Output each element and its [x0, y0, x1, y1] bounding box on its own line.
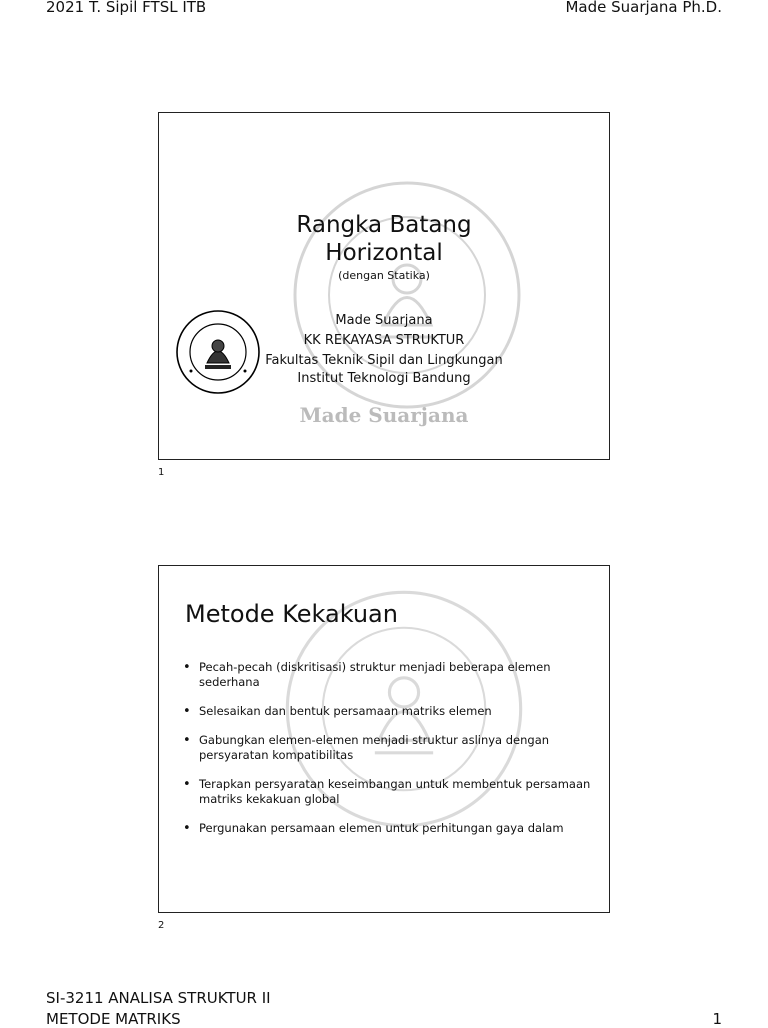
slide-1-title-line2: Horizontal [325, 240, 443, 266]
slide-1-group: KK REKAYASA STRUKTUR [303, 333, 465, 348]
bullet-item: • Gabungkan elemen-elemen menjadi struktur aslinya dengan persyaratan kompatibilitas [183, 733, 593, 763]
footer-page-number: 1 [712, 1010, 722, 1028]
bullet-item: • Pergunakan persamaan elemen untuk perhitungan gaya dalam [183, 821, 593, 836]
slide-2-title: Metode Kekakuan [185, 600, 398, 628]
page-header-right: Made Suarjana Ph.D. [565, 0, 722, 16]
slide-1-title-line1: Rangka Batang [296, 212, 472, 238]
slide-1-subtitle: (dengan Statika) [338, 269, 430, 282]
footer-course-line2: METODE MATRIKS [46, 1010, 181, 1028]
slide-1-faculty: Fakultas Teknik Sipil dan Lingkungan [265, 353, 503, 368]
slide-1-author: Made Suarjana [335, 313, 433, 328]
bullet-item: • Pecah-pecah (diskritisasi) struktur menjadi beberapa elemen sederhana [183, 660, 593, 690]
slide-1 [158, 112, 610, 460]
page-header-left: 2021 T. Sipil FTSL ITB [46, 0, 207, 16]
watermark-text: Made Suarjana [299, 403, 469, 427]
slide-2-number: 2 [158, 920, 165, 931]
bullet-list [183, 660, 593, 850]
slide-2 [158, 565, 610, 913]
bullet-item: • Terapkan persyaratan keseimbangan untuk membentuk persamaan matriks kekakuan global [183, 777, 593, 807]
slide-1-number: 1 [158, 467, 165, 478]
bullet-item: • Selesaikan dan bentuk persamaan matriks elemen [183, 704, 593, 719]
footer-course-line1: SI-3211 ANALISA STRUKTUR II [46, 989, 271, 1007]
slide-1-institute: Institut Teknologi Bandung [297, 371, 471, 386]
